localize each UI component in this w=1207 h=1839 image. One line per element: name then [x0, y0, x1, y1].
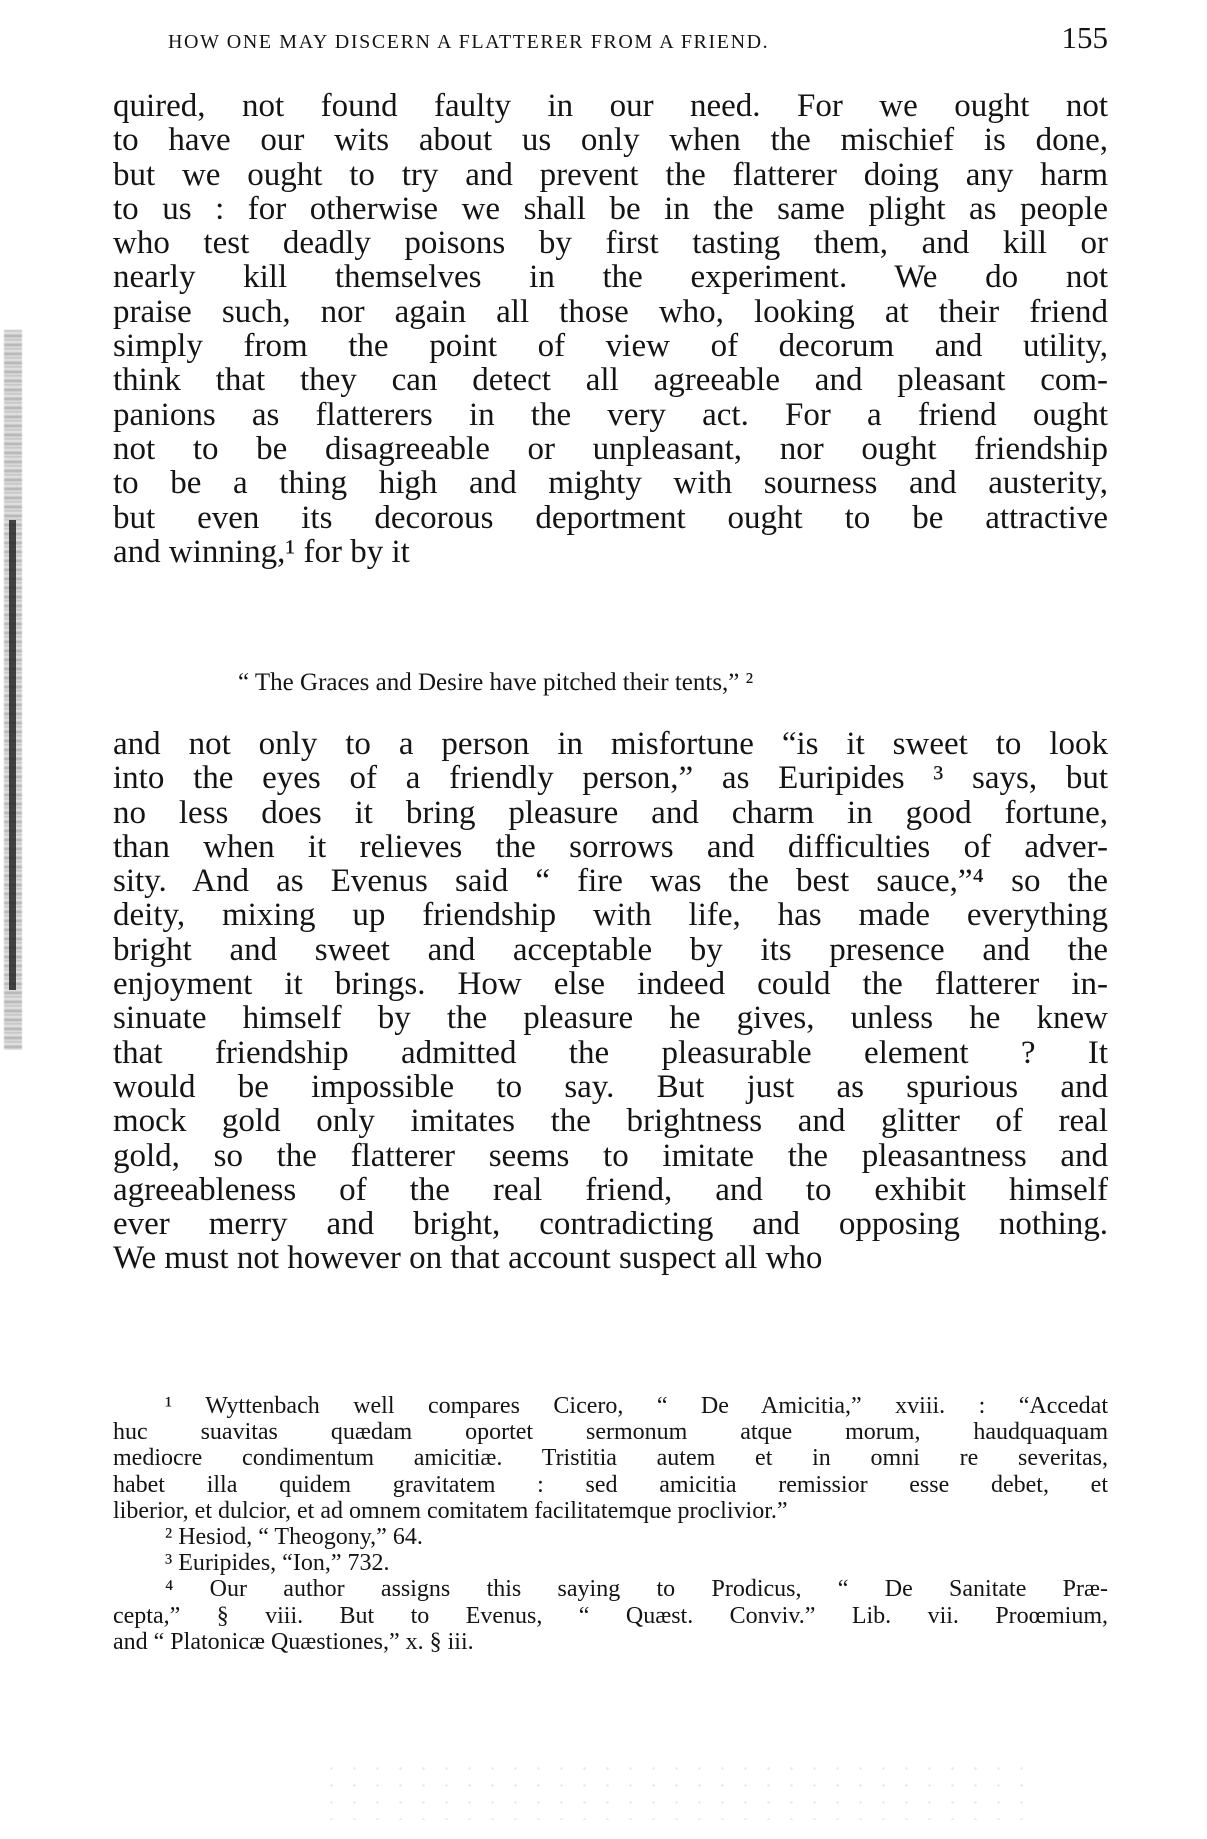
footnote-4-line: and “ Platonicæ Quæstiones,” x. § iii. — [113, 1628, 474, 1655]
text-line: who test deadly poisons by first tasting them, and kill or — [113, 225, 1108, 262]
scan-noise — [320, 1760, 1040, 1820]
text-line: would be impossible to say. But just as spurious and — [113, 1068, 1108, 1105]
text-line: simply from the point of view of decorum and utility, — [113, 328, 1108, 365]
text-line: We must not however on that account suspect all who — [113, 1240, 823, 1277]
text-line: deity, mixing up friendship with life, has made everything — [113, 897, 1108, 934]
text-line: enjoyment it brings. How else indeed could the flatterer in- — [113, 966, 1108, 1003]
binding-shadow-dark — [9, 520, 16, 990]
footnote-1-line: huc suavitas quædam oportet sermonum atque morum, haudquaquam — [113, 1419, 1108, 1446]
footnote-1-line: ¹ Wyttenbach well compares Cicero, “ De Amicitia,” xviii. : “Accedat — [165, 1393, 1108, 1419]
text-line: no less does it bring pleasure and charm in good fortune, — [113, 794, 1108, 831]
running-head — [168, 20, 1108, 60]
text-line: that friendship admitted the pleasurable element ? It — [113, 1034, 1108, 1071]
text-line: to us : for otherwise we shall be in the same plight as people — [113, 190, 1108, 227]
text-line: but even its decorous deportment ought to be attractive — [113, 499, 1108, 536]
text-line: into the eyes of a friendly person,” as Euripides ³ says, but — [113, 760, 1108, 797]
text-line: panions as flatterers in the very act. For a friend ought — [113, 396, 1108, 433]
footnote-2: ² Hesiod, “ Theogony,” 64. — [165, 1523, 423, 1550]
footnote-4-line: cepta,” § viii. But to Evenus, “ Quæst. Conviv.” Lib. vii. Proœmium, — [113, 1602, 1108, 1629]
text-line: mock gold only imitates the brightness and glitter of real — [113, 1103, 1108, 1140]
page-number: 155 — [1061, 20, 1108, 55]
text-line: nearly kill themselves in the experiment. We do not — [113, 259, 1108, 296]
text-line: to have our wits about us only when the mischief is done, — [113, 122, 1108, 159]
text-line: not to be disagreeable or unpleasant, nor ought friendship — [113, 430, 1108, 467]
text-line: agreeableness of the real friend, and to exhibit himself — [113, 1171, 1108, 1208]
text-line: sity. And as Evenus said “ fire was the best sauce,”⁴ so the — [113, 863, 1108, 900]
text-line: to be a thing high and mighty with sourness and austerity, — [113, 465, 1108, 502]
text-line: sinuate himself by the pleasure he gives, unless he knew — [113, 1000, 1108, 1037]
footnotes — [113, 1393, 1108, 1655]
paragraph-1 — [113, 89, 1108, 569]
text-line: than when it relieves the sorrows and difficulties of adver- — [113, 828, 1108, 865]
paragraph-2 — [113, 727, 1108, 1276]
footnote-4-line: ⁴ Our author assigns this saying to Prodicus, “ De Sanitate Præ- — [165, 1576, 1108, 1603]
footnote-1-line: habet illa quidem gravitatem : sed amicitia remissior esse debet, et — [113, 1471, 1108, 1498]
text-line: and not only to a person in misfortune “is it sweet to look — [113, 726, 1108, 762]
running-title: HOW ONE MAY DISCERN A FLATTERER FROM A FRIEND. — [168, 31, 770, 53]
text-line: but we ought to try and prevent the flatterer doing any harm — [113, 156, 1108, 193]
text-line: ever merry and bright, contradicting and opposing nothing. — [113, 1206, 1108, 1243]
text-line: quired, not found faulty in our need. For we ought not — [113, 88, 1108, 124]
footnote-3: ³ Euripides, “Ion,” 732. — [165, 1550, 390, 1577]
text-line: praise such, nor again all those who, looking at their friend — [113, 293, 1108, 330]
text-line: and winning,¹ for by it — [113, 533, 410, 570]
verse-quotation: “ The Graces and Desire have pitched their tents,” ² — [238, 669, 754, 696]
text-line: think that they can detect all agreeable and pleasant com- — [113, 362, 1108, 399]
footnote-1-line: liberior, et dulcior, et ad omnem comitatem facilitatemque proclivior.” — [113, 1497, 788, 1524]
text-line: gold, so the flatterer seems to imitate the pleasantness and — [113, 1137, 1108, 1174]
text-line: bright and sweet and acceptable by its presence and the — [113, 931, 1108, 968]
footnote-1-line: mediocre condimentum amicitiæ. Tristitia autem et in omni re severitas, — [113, 1445, 1108, 1472]
